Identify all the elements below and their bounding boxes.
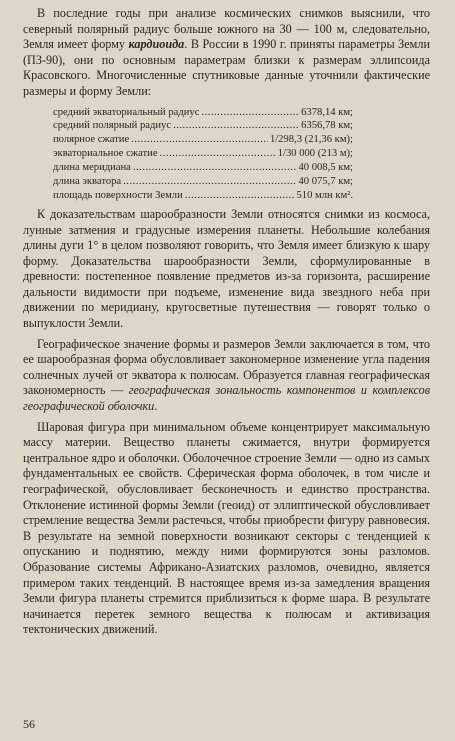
parameter-row: средний полярный радиус ..... 6356,78 км; bbox=[53, 119, 353, 133]
parameter-row: площадь поверхности Земли ..... 510 млн км². bbox=[53, 189, 353, 203]
earth-parameters-list bbox=[53, 106, 353, 203]
spherical-figure-paragraph: Шаровая фигура при минимальном объеме концентрирует максимальную массу материи. Вещество планеты сжимается, внутри формируется центральное ядро и оболочки. Оболочечное строение Земли — одно из самых фундаментальных ее свойств. Сферическая форма оболочек, в том числе и географической, обусловливает бесконечность и единство пространства. Отклонение истинной формы Земли (геоид) от эллиптической обусловливает стремление вещества Земли растечься, чтобы приобрести фигуру равновесия. В результате на земной поверхности возникают секторы с тенденцией к опусканию и поднятию, между ними формируются зоны разломов. Образование системы Африкано-Азиатских разломов, очевидно, является примером таких тенденций. В настоящее время из-за замедления вращения Земли фигура планеты стремится приблизиться к форме шара. В результате начинается перетек земного вещества к полюсам и активизация тектонических движений. bbox=[23, 419, 430, 637]
geographic-significance-paragraph: Географическое значение формы и размеров Земли заключается в том, что ее шарообразная форма обусловливает закономерное изменение угла падения солнечных лучей от экватора к полюсам. Образуется главная географическая закономерность — географическая зональность компонентов и комплексов географической оболочки. bbox=[23, 336, 430, 414]
sphericity-evidence-paragraph: К доказательствам шарообразности Земли относятся снимки из космоса, лунные затмения и градусные измерения планеты. Небольшие колебания длины дуги 1° в целом позволяют говорить, что Земля имеет близкую к шару форму. Доказательства шарообразности Земли, сформулированные в древности: постепенное появление предметов из-за горизонта, расширение дальности видимости при подъеме, изменение вида звездного неба при движении по меридиану, кругосветные путешествия — говорят только о выпуклости Земли. bbox=[23, 206, 430, 331]
parameter-row: длина меридиана ..... 40 008,5 км; bbox=[53, 161, 353, 175]
intro-text-start: В последние годы при анализе космических снимков выяснили, что северный полярный радиус больше южного на 30 — 100 м, следовательно, Земля имеет форму bbox=[23, 6, 430, 52]
parameter-row: длина экватора ..... 40 075,7 км; bbox=[53, 175, 353, 189]
parameter-row: экваториальное сжатие ..... 1/30 000 (213 м); bbox=[53, 147, 353, 161]
page-number: 56 bbox=[23, 717, 35, 731]
parameter-row: полярное сжатие ..... 1/298,3 (21,36 км); bbox=[53, 133, 353, 147]
intro-paragraph bbox=[23, 6, 430, 100]
zonality-emphasis: географическая зональность компонентов и комплексов географической оболочки bbox=[23, 383, 430, 414]
intro-text-end: . В России в 1990 г. приняты параметры Земли (ПЗ-90), они по основным параметрам близки к размерам эллипсоида Красовского. Многочисленные спутниковые данные уточнили фактические размеры и форму Земли: bbox=[23, 37, 430, 98]
parameter-row: средний экваториальный радиус ..... 6378,14 км; bbox=[53, 106, 353, 120]
term-cardioid: кардиоида bbox=[128, 37, 185, 52]
